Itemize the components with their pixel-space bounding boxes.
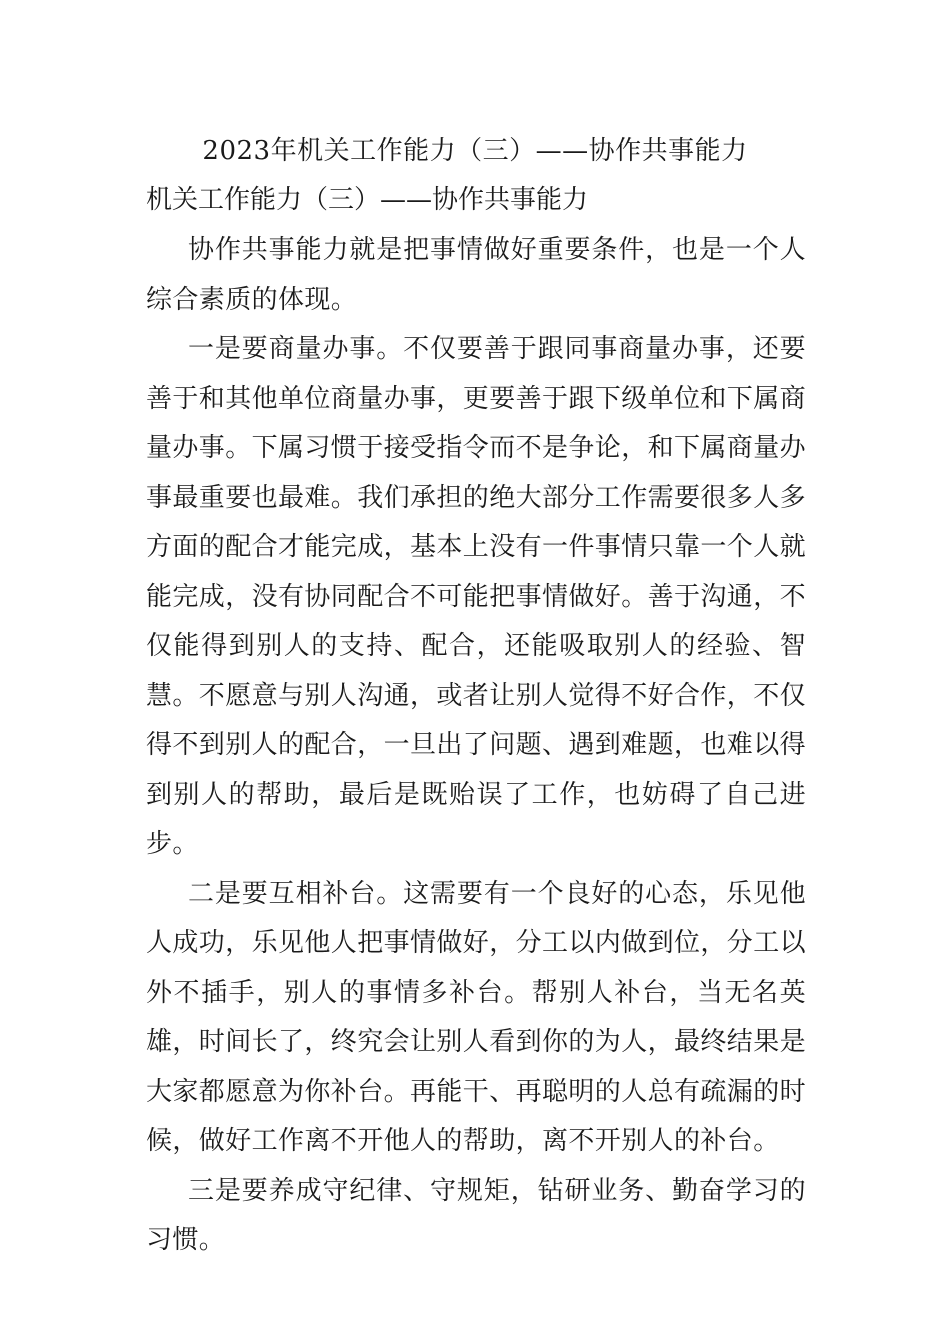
document-title: 2023年机关工作能力（三）——协作共事能力 xyxy=(202,136,748,166)
document-subtitle: 机关工作能力（三）——协作共事能力 xyxy=(146,185,589,215)
document-body xyxy=(146,226,806,1266)
paragraph-intro: 协作共事能力就是把事情做好重要条件，也是一个人综合素质的体现。 xyxy=(146,235,806,315)
paragraph-consult: 一是要商量办事。不仅要善于跟同事商量办事，还要善于和其他单位商量办事，更要善于跟下级单位和下属商量办事。下属习惯于接受指令而不是争论，和下属商量办事最重要也最难。我们承担的绝大部分工作需要很多人多方面的配合才能完成，基本上没有一件事情只靠一个人就能完成，没有协同配合不可能把事情做好。善于沟通，不仅能得到别人的支持、配合，还能吸取别人的经验、智慧。不愿意与别人沟通，或者让别人觉得不好合作，不仅得不到别人的配合，一旦出了问题、遇到难题，也难以得到别人的帮助，最后是既贻误了工作，也妨碍了自己进步。 xyxy=(146,334,807,859)
paragraph-support: 二是要互相补台。这需要有一个良好的心态，乐见他人成功，乐见他人把事情做好，分工以内做到位，分工以外不插手，别人的事情多补台。帮别人补台，当无名英雄，时间长了，终究会让别人看到你的为人，最终结果是大家都愿意为你补台。再能干、再聪明的人总有疏漏的时候，做好工作离不开他人的帮助，离不开别人的补台。 xyxy=(146,878,807,1156)
paragraph-discipline: 三是要养成守纪律、守规矩，钻研业务、勤奋学习的习惯。 xyxy=(146,1175,806,1255)
